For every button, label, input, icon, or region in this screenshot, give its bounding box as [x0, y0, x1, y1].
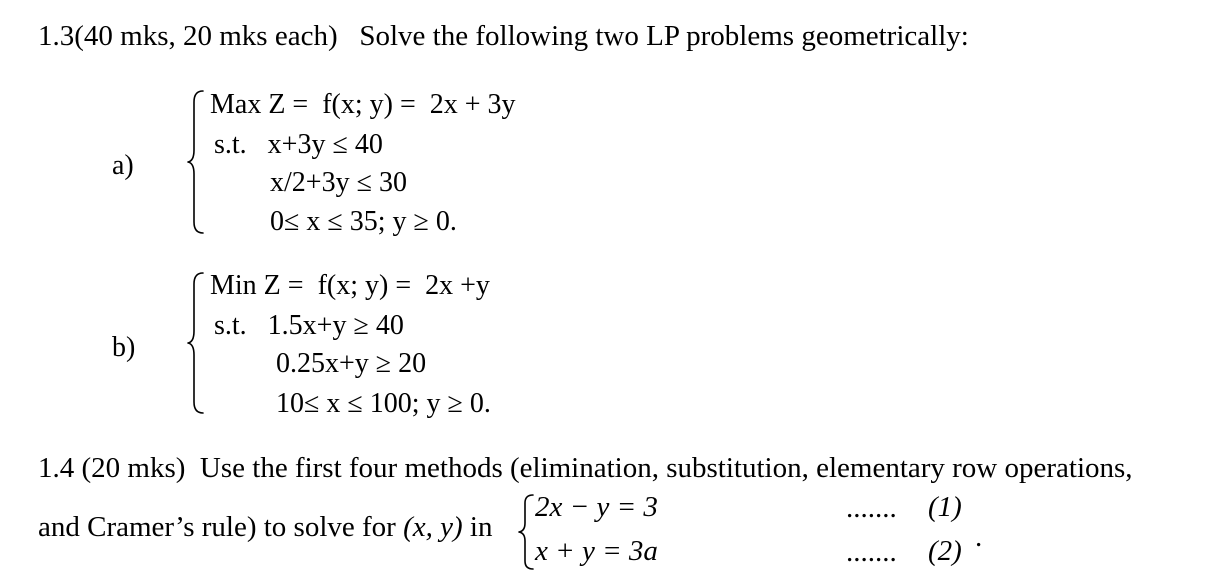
equation-2: x + y = 3a [535, 535, 658, 567]
part-a-constraint-1: s.t. x+3y ≤ 40 [214, 129, 383, 160]
part-a-brace [186, 88, 208, 236]
part-a-constraint-2: x/2+3y ≤ 30 [270, 167, 407, 198]
q14-line-1: 1.4 (20 mks) Use the first four methods (elimination, substitution, elementary row operations, [38, 452, 1133, 484]
part-b-constraint-1: s.t. 1.5x+y ≥ 40 [214, 310, 404, 341]
q13-heading: 1.3(40 mks, 20 mks each) Solve the following two LP problems geometrically: [38, 20, 969, 52]
equation-1: 2x − y = 3 [535, 491, 658, 523]
part-a-objective: Max Z = f(x; y) = 2x + 3y [210, 89, 516, 120]
equation-number-2: (2) [928, 535, 962, 567]
part-b-label: b) [112, 332, 136, 363]
end-period: . [975, 521, 983, 553]
part-b-constraint-2: 0.25x+y ≥ 20 [276, 348, 427, 379]
q14-line-2 [38, 513, 492, 542]
part-b-objective: Min Z = f(x; y) = 2x +y [210, 270, 490, 301]
dots-2: ....... [846, 536, 897, 568]
part-b-constraint-3: 10≤ x ≤ 100; y ≥ 0. [276, 388, 491, 419]
equation-number-1: (1) [928, 491, 962, 523]
q14-variables: (x, y) [403, 511, 463, 543]
part-a-constraint-3: 0≤ x ≤ 35; y ≥ 0. [270, 206, 457, 237]
dots-1: ....... [846, 492, 897, 524]
system-brace [517, 492, 537, 572]
part-b-brace [186, 270, 208, 416]
q14-line-2-start: and Cramer’s rule) to solve for [38, 511, 404, 543]
q14-line-2-end: in [462, 511, 493, 543]
part-a-label: a) [112, 150, 134, 181]
